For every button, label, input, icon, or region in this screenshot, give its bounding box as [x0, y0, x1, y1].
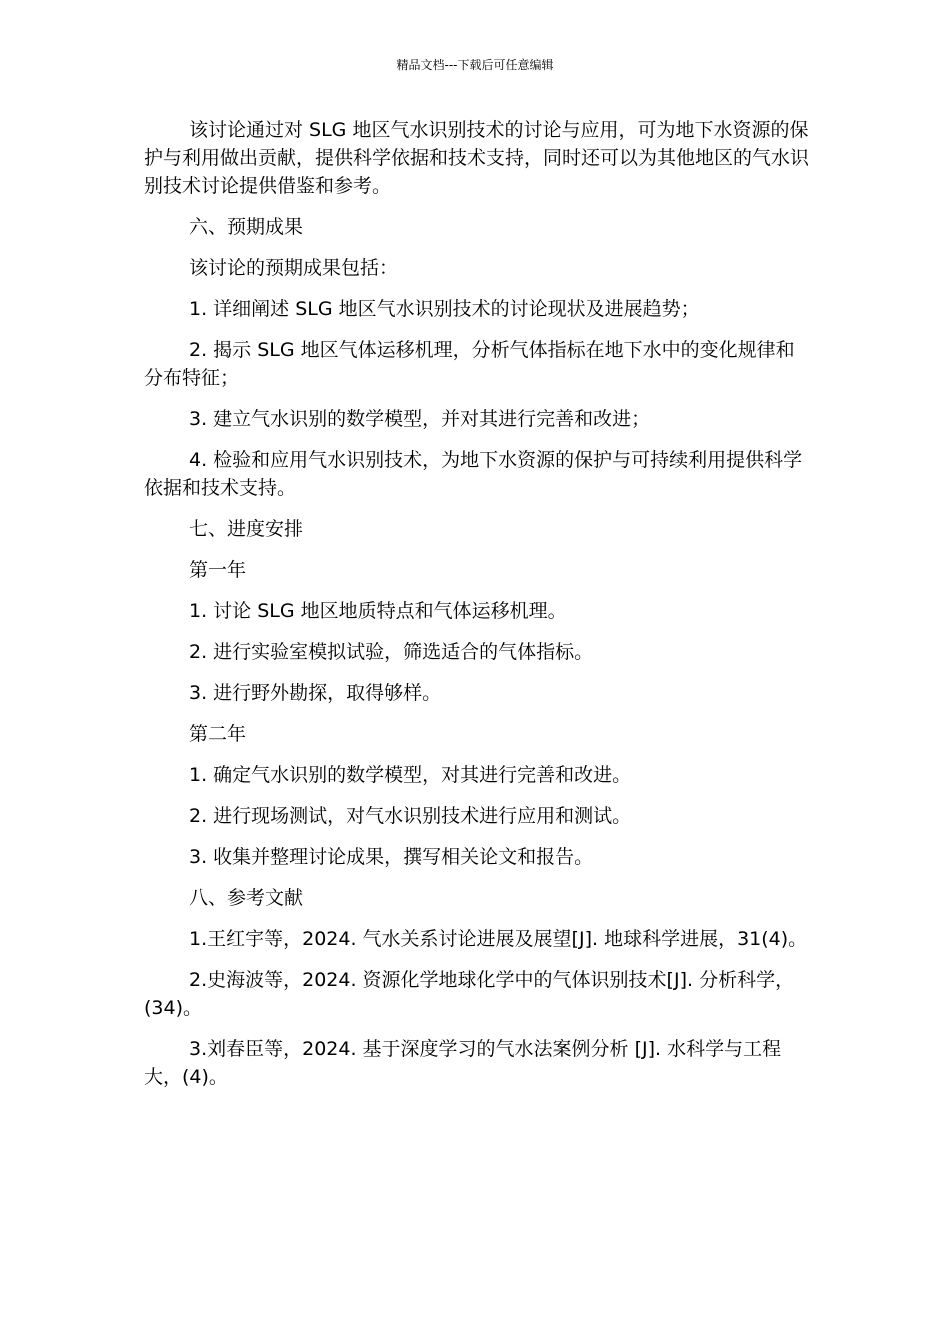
schedule-year-1-item-2: 2. 进行实验室模拟试验，筛选适合的气体指标。	[189, 641, 594, 663]
schedule-year-2-item-3: 3. 收集并整理讨论成果，撰写相关论文和报告。	[189, 846, 594, 868]
page-header: 精品文档---下载后可任意编辑	[396, 58, 554, 72]
intro-paragraph: 该讨论通过对 SLG 地区气水识别技术的讨论与应用，可为地下水资源的保护与利用做出贡献，提供科学依据和技术支持，同时还可以为其他地区的气水识别技术讨论提供借鉴和参考。	[144, 119, 810, 197]
expected-result-item-4: 4. 检验和应用气水识别技术，为地下水资源的保护与可持续利用提供科学依据和技术支持。	[144, 449, 803, 499]
expected-results-intro: 该讨论的预期成果包括：	[189, 257, 399, 279]
reference-item-1: 1.王红宇等，2024. 气水关系讨论进展及展望[J]. 地球科学进展，31(4)。	[189, 928, 808, 950]
schedule-year-1-heading: 第一年	[189, 559, 247, 581]
schedule-year-2-heading: 第二年	[189, 723, 247, 745]
reference-item-3: 3.刘春臣等，2024. 基于深度学习的气水法案例分析 [J]. 水科学与工程大，(4)。	[144, 1038, 782, 1088]
reference-item-2: 2.史海波等，2024. 资源化学地球化学中的气体识别技术[J]. 分析科学，(34)。	[144, 969, 795, 1019]
schedule-year-1-item-3: 3. 进行野外勘探，取得够样。	[189, 682, 442, 704]
section-heading-references: 八、参考文献	[189, 887, 304, 909]
schedule-year-2-item-1: 1. 确定气水识别的数学模型，对其进行完善和改进。	[189, 764, 632, 786]
section-heading-expected-results: 六、预期成果	[189, 216, 304, 238]
section-heading-schedule: 七、进度安排	[189, 518, 304, 540]
expected-result-item-2: 2. 揭示 SLG 地区气体运移机理，分析气体指标在地下水中的变化规律和分布特征；	[144, 339, 795, 389]
expected-result-item-1: 1. 详细阐述 SLG 地区气水识别技术的讨论现状及进展趋势；	[189, 298, 700, 320]
expected-result-item-3: 3. 建立气水识别的数学模型，并对其进行完善和改进；	[189, 408, 651, 430]
schedule-year-2-item-2: 2. 进行现场测试，对气水识别技术进行应用和测试。	[189, 805, 632, 827]
document-body	[144, 116, 809, 1104]
schedule-year-1-item-1: 1. 讨论 SLG 地区地质特点和气体运移机理。	[189, 600, 567, 622]
